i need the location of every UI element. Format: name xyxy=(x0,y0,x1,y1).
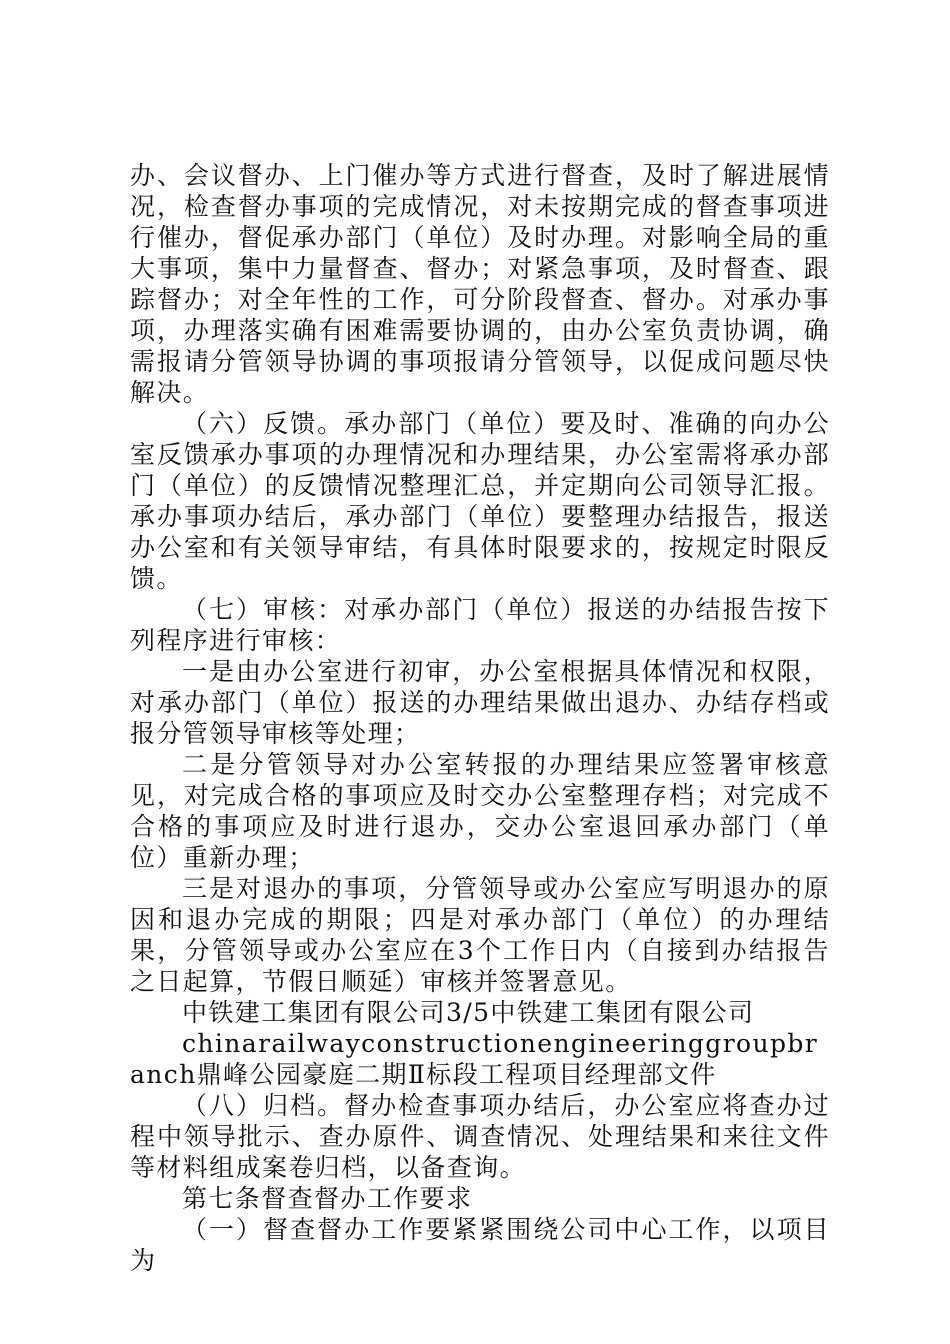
paragraph-4: 一是由办公室进行初审，办公室根据具体情况和权限，对承办部门（单位）报送的办理结果做出退办、办结存档或报分管领导审核等处理； xyxy=(130,657,830,748)
header-line-project: chinarailwayconstructionengineeringgroupbranch鼎峰公园豪庭二期Ⅱ标段工程项目经理部文件 xyxy=(130,1029,819,1089)
paragraph-7: （八）归档。督办检查事项办结后，办公室应将查办过程中领导批示、查办原件、调查情况、处理结果和来往文件等材料组成案卷归档，以备查询。 xyxy=(130,1091,830,1182)
paragraph-2: （六）反馈。承办部门（单位）要及时、准确的向办公室反馈承办事项的办理情况和办理结果，办公室需将承办部门（单位）的反馈情况整理汇总，并定期向公司领导汇报。承办事项办结后，承办部门（单位）要整理办结报告，报送办公室和有关领导审结，有具体时限要求的，按规定时限反馈。 xyxy=(130,409,830,593)
paragraph-5: 二是分管领导对办公室转报的办理结果应签署审核意见，对完成合格的事项应及时交办公室整理存档；对完成不合格的事项应及时进行退办，交办公室退回承办部门（单位）重新办理； xyxy=(130,750,830,872)
paragraph-1: 办、会议督办、上门催办等方式进行督查，及时了解进展情况，检查督办事项的完成情况，对未按期完成的督查事项进行催办，督促承办部门（单位）及时办理。对影响全局的重大事项，集中力量督查、督办；对紧急事项，及时督查、跟踪督办；对全年性的工作，可分阶段督查、督办。对承办事项，办理落实确有困难需要协调的，由办公室负责协调，确需报请分管领导协调的事项报请分管领导，以促成问题尽快解决。 xyxy=(130,161,830,407)
paragraph-6: 三是对退办的事项，分管领导或办公室应写明退办的原因和退办完成的期限；四是对承办部门（单位）的办理结果，分管领导或办公室应在3个工作日内（自接到办结报告之日起算，节假日顺延）审核并签署意见。 xyxy=(130,874,830,996)
header-line-company: 中铁建工集团有限公司3/5中铁建工集团有限公司 xyxy=(182,998,755,1027)
paragraph-3: （七）审核：对承办部门（单位）报送的办结报告按下列程序进行审核： xyxy=(130,595,830,655)
document-body xyxy=(130,160,830,1276)
section-heading: 第七条督查督办工作要求 xyxy=(182,1184,473,1213)
paragraph-8: （一）督查督办工作要紧紧围绕公司中心工作，以项目为 xyxy=(130,1215,830,1275)
